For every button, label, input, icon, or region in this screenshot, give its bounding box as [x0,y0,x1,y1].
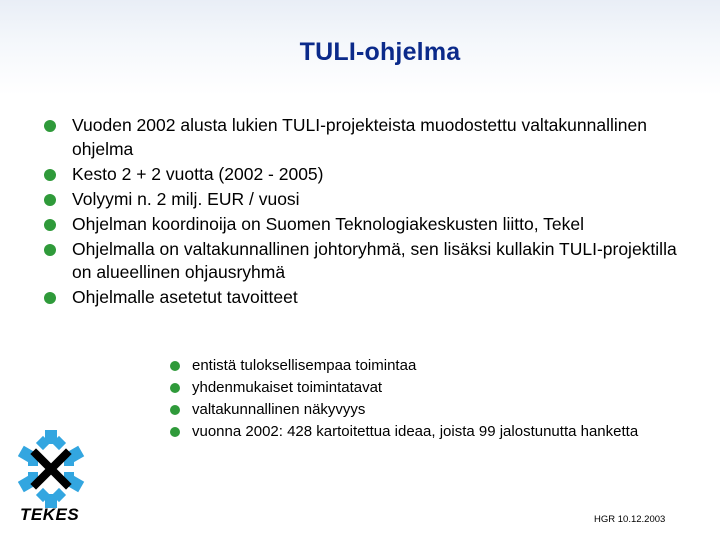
bullet-dot-icon [170,405,180,415]
bullet-text: Vuoden 2002 alusta lukien TULI-projekteista muodostettu valtakunnallinen ohjelma [72,115,647,159]
bullet-text: Volyymi n. 2 milj. EUR / vuosi [72,188,300,209]
sub-bullet-text: vuonna 2002: 428 kartoitettua ideaa, joista 99 jalostunutta hanketta [192,423,639,441]
bullet-item [44,286,684,310]
sub-bullet-item [170,356,670,377]
tekes-logo-text: TEKES [20,505,80,524]
bullet-dot-icon [170,427,180,437]
bullet-item [44,114,684,161]
sub-bullet-item [170,400,670,421]
bullet-text: Ohjelman koordinoija on Suomen Teknologiakeskusten liitto, Tekel [72,213,585,234]
bullet-text: Ohjelmalla on valtakunnallinen johtoryhmä, sen lisäksi kullakin TULI-projektilla on alueellinen ohjausryhmä [72,238,677,282]
bullet-item [44,213,684,237]
bullet-dot-icon [44,292,56,304]
bullet-item [44,238,684,285]
bullet-item [44,188,684,212]
bullet-dot-icon [44,194,56,206]
main-bullet-list [44,114,684,311]
sub-bullet-text: yhdenmukaiset toimintatavat [192,379,383,397]
bullet-dot-icon [44,219,56,231]
bullet-text: Ohjelmalle asetetut tavoitteet [72,287,298,307]
bullet-dot-icon [170,383,180,393]
sub-bullet-list [170,356,670,444]
sub-bullet-text: valtakunnallinen näkyvyys [192,401,366,419]
sub-bullet-item [170,422,670,443]
footer-text: HGR 10.12.2003 [594,514,666,525]
sub-bullet-text: entistä tuloksellisempaa toimintaa [192,357,417,374]
slide-title: TULI-ohjelma [299,38,461,66]
bullet-dot-icon [170,361,180,371]
bullet-dot-icon [44,120,56,132]
bullet-dot-icon [44,244,56,256]
bullet-text: Kesto 2 + 2 vuotta (2002 - 2005) [72,163,324,184]
bullet-item [44,163,684,187]
sub-bullet-item [170,378,670,399]
bullet-dot-icon [44,169,56,181]
